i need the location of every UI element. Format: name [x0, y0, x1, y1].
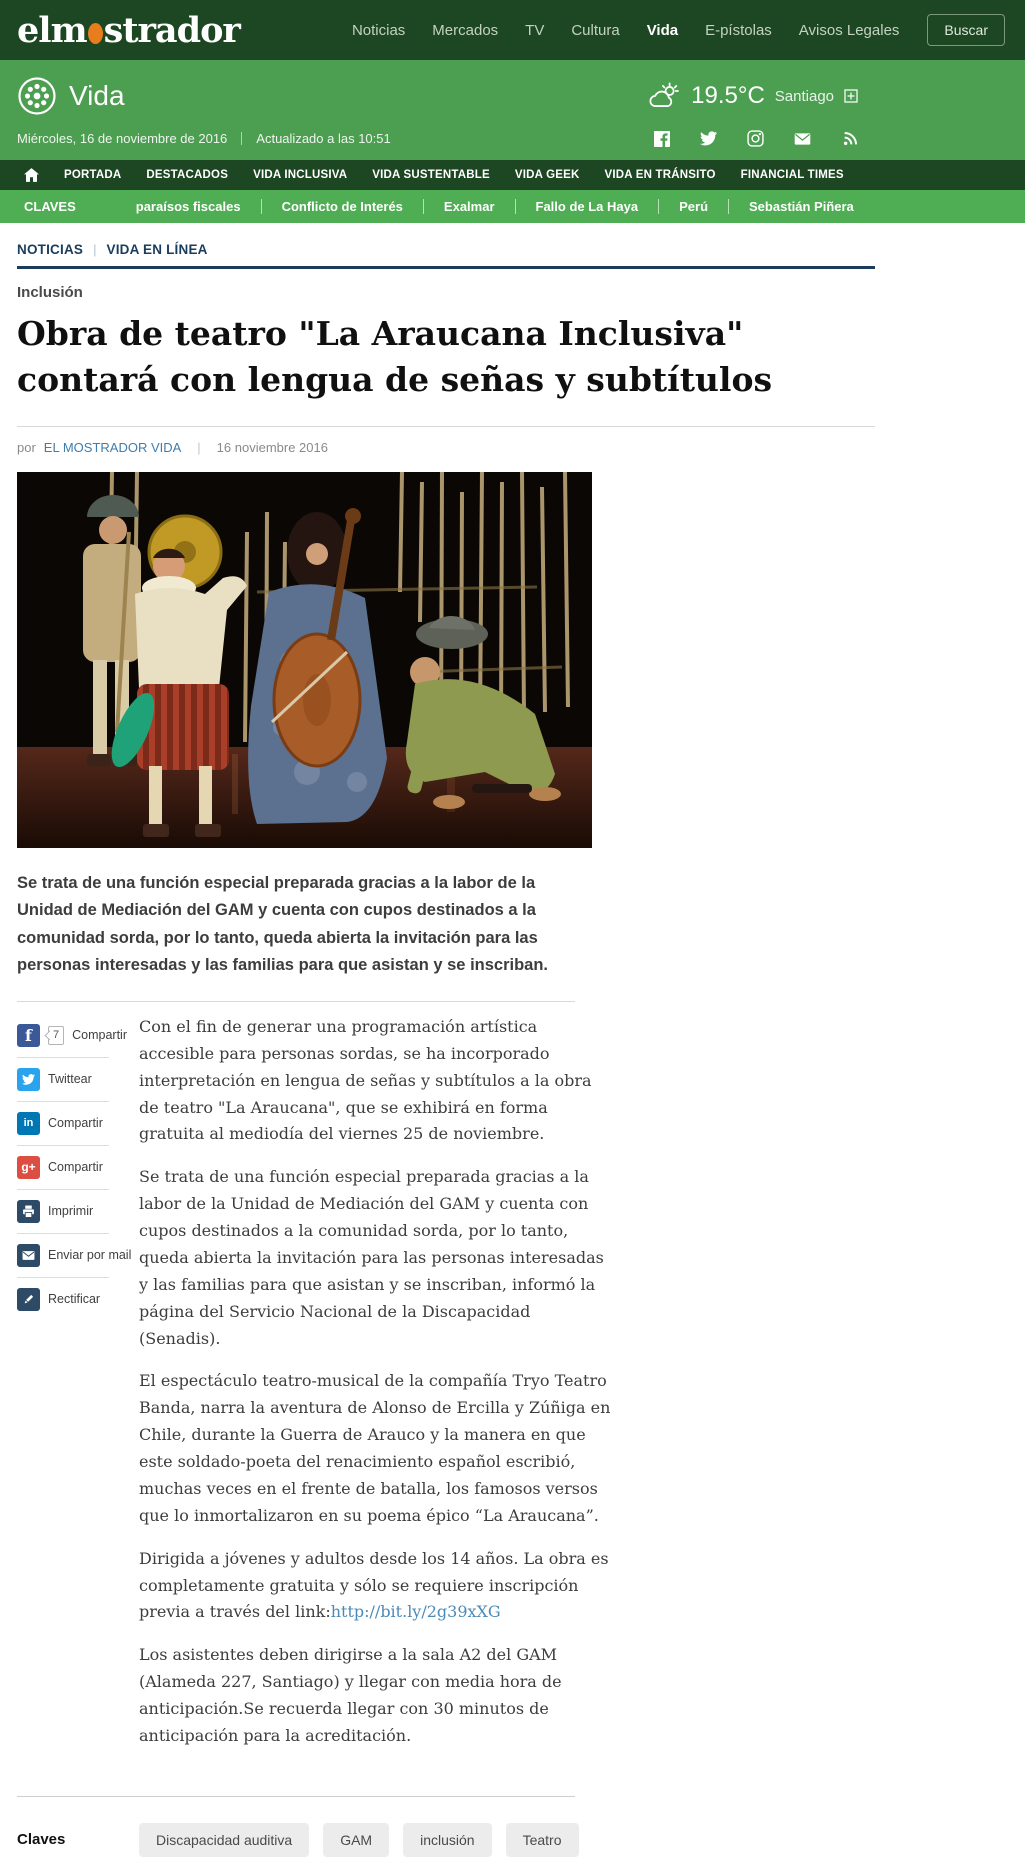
- article-date: 16 noviembre 2016: [216, 440, 328, 456]
- byline-separator: |: [197, 440, 201, 456]
- breadcrumb-noticias[interactable]: NOTICIAS: [17, 242, 84, 257]
- paragraph-5: Los asistentes deben dirigirse a la sala A2 del GAM (Alameda 227, Santiago) y llegar con media hora de anticipación.Se recuerda llegar con 30 minutos de anticipación para la acreditación.: [139, 1645, 562, 1745]
- weather-cloud-icon: [647, 82, 681, 110]
- byline-prefix: por: [17, 440, 36, 456]
- facebook-share-count: 7: [48, 1026, 64, 1045]
- clave-sebastian-pinera[interactable]: Sebastián Piñera: [728, 199, 874, 214]
- clave-fallo-de-la-haya[interactable]: Fallo de La Haya: [515, 199, 659, 214]
- nav-epistolas[interactable]: E-pístolas: [705, 21, 772, 39]
- lead-divider: [17, 1001, 575, 1002]
- facebook-share-icon: f: [17, 1024, 40, 1047]
- logo-text-left: elm: [17, 9, 87, 51]
- article-title: Obra de teatro "La Araucana Inclusiva" contará con lengua de señas y subtítulos: [17, 314, 773, 399]
- share-googleplus-button[interactable]: g+ Compartir: [17, 1146, 109, 1190]
- linkedin-share-icon: in: [17, 1112, 40, 1135]
- menu-vida-sustentable[interactable]: VIDA SUSTENTABLE: [372, 169, 490, 181]
- main-menu: [0, 160, 1025, 190]
- nav-vida[interactable]: Vida: [646, 21, 679, 39]
- paragraph-3: El espectáculo teatro-musical de la compañía Tryo Teatro Banda, narra la aventura de Alonso de Ercilla y Zúñiga en Chile, durante la Guerra de Arauco y la manera en que este soldado-poeta del renacimiento español escribió, muchas veces en el frente de batalla, los famosos versos que lo inmortalizaron en su poema épico “La Araucana”.: [139, 1371, 611, 1525]
- vida-flower-icon: [17, 76, 57, 116]
- updated-time: Actualizado a las 10:51: [256, 131, 391, 146]
- menu-financial-times[interactable]: FINANCIAL TIMES: [740, 169, 844, 181]
- print-button[interactable]: Imprimir: [17, 1190, 109, 1234]
- current-date: Miércoles, 16 de noviembre de 2016: [17, 131, 228, 146]
- tag-teatro[interactable]: Teatro: [506, 1823, 579, 1857]
- nav-noticias[interactable]: Noticias: [351, 21, 406, 39]
- tags-title: Claves: [17, 1831, 66, 1849]
- weather-widget: [647, 82, 858, 110]
- print-icon: [17, 1200, 40, 1223]
- claves-bar-label: CLAVES: [24, 199, 76, 214]
- tag-gam[interactable]: GAM: [323, 1823, 389, 1857]
- logo-dot-icon: [88, 23, 103, 44]
- pencil-icon: [17, 1288, 40, 1311]
- tag-discapacidad-auditiva[interactable]: Discapacidad auditiva: [139, 1823, 309, 1857]
- article-lead: Se trata de una función especial preparada gracias a la labor de la Unidad de Mediación del GAM y cuenta con cupos destinados a la comunidad sorda, por lo tanto, queda abierta la invitación para las personas interesadas y las familias para que asistan y se inscriban.: [17, 874, 549, 974]
- clave-paraisos-fiscales[interactable]: paraísos fiscales: [135, 199, 241, 214]
- clave-conflicto-de-interes[interactable]: Conflicto de Interés: [261, 199, 423, 214]
- tag-inclusion[interactable]: inclusión: [403, 1823, 491, 1857]
- weather-city: Santiago: [774, 87, 834, 105]
- nav-tv[interactable]: TV: [525, 21, 545, 39]
- home-icon[interactable]: [24, 168, 39, 182]
- breadcrumb-vida-en-linea[interactable]: VIDA EN LÍNEA: [106, 242, 208, 257]
- weather-add-icon[interactable]: [844, 89, 858, 103]
- nav-cultura[interactable]: Cultura: [571, 21, 620, 39]
- author-link[interactable]: EL MOSTRADOR VIDA: [43, 440, 182, 456]
- email-share-button[interactable]: Enviar por mail: [17, 1234, 109, 1278]
- byline: [17, 427, 892, 467]
- paragraph-4: Dirigida a jóvenes y adultos desde los 14 años. La obra es completamente gratuita y sólo se requiere inscripción previa a través del link:http://bit.ly/2g39xXG: [139, 1548, 609, 1622]
- clave-exalmar[interactable]: Exalmar: [423, 199, 515, 214]
- article-body: [139, 1014, 611, 1766]
- article-photo: [17, 472, 592, 848]
- article-category: Inclusión: [17, 284, 83, 301]
- nav-avisos-legales[interactable]: Avisos Legales: [798, 21, 900, 39]
- site-logo[interactable]: [17, 10, 240, 51]
- rss-icon[interactable]: [841, 130, 858, 147]
- weather-temperature: 19.5°C: [691, 82, 765, 109]
- instagram-icon[interactable]: [747, 130, 764, 147]
- paragraph-1: Con el fin de generar una programación artística accesible para personas sordas, se ha incorporado interpretación en lengua de señas y subtítulos a la obra de teatro "La Araucana", que se exhibirá en forma gratuita al mediodía del viernes 25 de noviembre.: [139, 1016, 592, 1144]
- nav-mercados[interactable]: Mercados: [432, 21, 499, 39]
- search-button[interactable]: Buscar: [927, 14, 1005, 46]
- rectify-button[interactable]: Rectificar: [17, 1278, 109, 1321]
- menu-vida-inclusiva[interactable]: VIDA INCLUSIVA: [253, 169, 348, 181]
- share-twitter-button[interactable]: Twittear: [17, 1058, 109, 1102]
- breadcrumb-separator: |: [93, 242, 97, 257]
- email-share-icon: [17, 1244, 40, 1267]
- clave-peru[interactable]: Perú: [658, 199, 728, 214]
- breadcrumb: [17, 223, 875, 269]
- share-facebook-button[interactable]: f 7 Compartir: [17, 1014, 109, 1058]
- menu-portada[interactable]: PORTADA: [64, 169, 122, 181]
- top-navigation: [352, 22, 899, 39]
- menu-vida-geek[interactable]: VIDA GEEK: [514, 169, 580, 181]
- menu-destacados[interactable]: DESTACADOS: [146, 169, 229, 181]
- twitter-share-icon: [17, 1068, 40, 1091]
- inscription-link[interactable]: http://bit.ly/2g39xXG: [330, 1602, 501, 1622]
- paragraph-2: Se trata de una función especial preparada gracias a la labor de la Unidad de Mediación del GAM y cuenta con cupos destinados a la comunidad sorda, por lo tanto, queda abierta la invitación para las personas interesadas y las familias para que asistan y se inscriban, informó la página del Servicio Nacional de la Discapacidad (Senadis).: [139, 1167, 604, 1348]
- section-band: [0, 60, 1025, 160]
- email-icon[interactable]: [794, 130, 811, 147]
- logo-text-right: strador: [103, 9, 240, 51]
- facebook-icon[interactable]: [653, 130, 670, 147]
- article-content: [0, 223, 892, 1857]
- share-column: [17, 1014, 132, 1766]
- section-title: Vida: [69, 80, 125, 111]
- menu-vida-en-transito[interactable]: VIDA EN TRÁNSITO: [604, 169, 716, 181]
- share-linkedin-button[interactable]: in Compartir: [17, 1102, 109, 1146]
- date-separator: [241, 132, 242, 145]
- social-bar: [653, 130, 858, 147]
- tags-section: [17, 1796, 892, 1857]
- twitter-icon[interactable]: [700, 130, 717, 147]
- googleplus-share-icon: g+: [17, 1156, 40, 1179]
- top-header: [0, 0, 1025, 60]
- claves-bar: [0, 190, 1025, 223]
- tags-divider: [17, 1796, 575, 1797]
